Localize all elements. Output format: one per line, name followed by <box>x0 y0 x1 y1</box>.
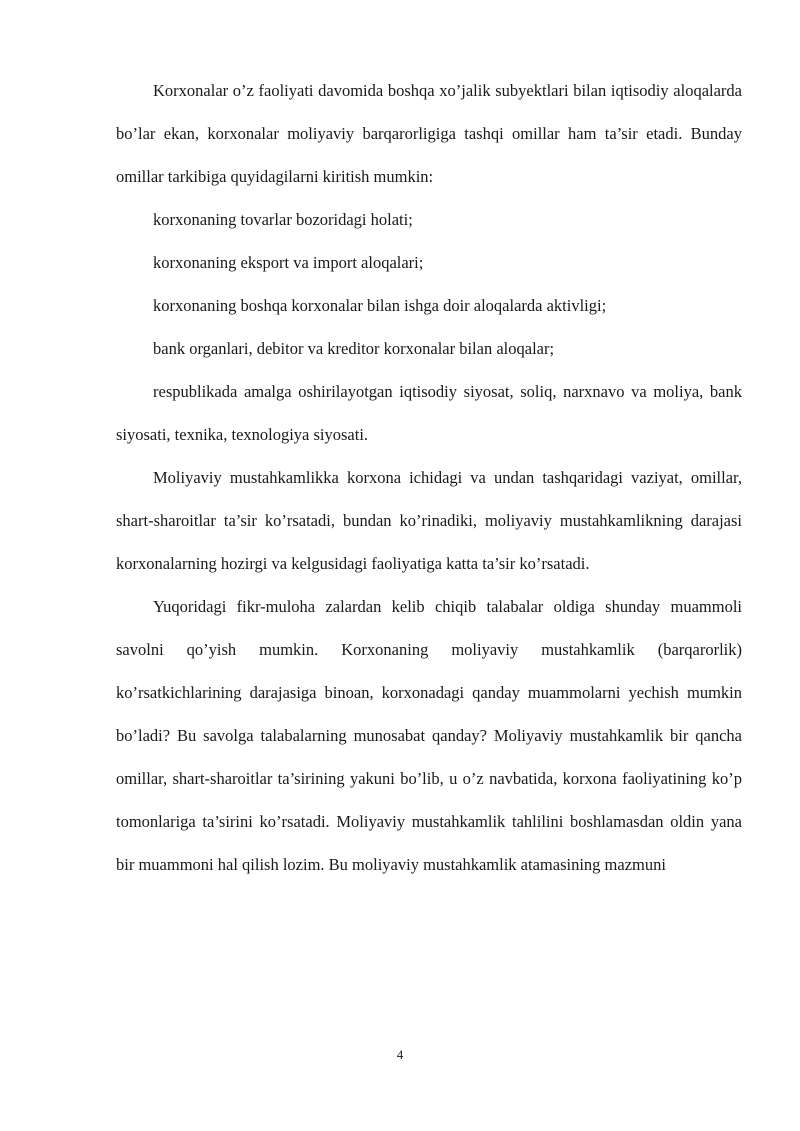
paragraph: Moliyaviy mustahkamlikka korxona ichidagi va undan tashqaridagi vaziyat, omillar, shart-sharoitlar ta’sir ko’rsatadi, bundan ko’rinadiki, moliyaviy mustahkamlikning darajasi korxonalarning hozirgi va kelgusidagi faoliyatiga katta ta’sir ko’rsatadi. <box>116 468 742 573</box>
paragraph: Yuqoridagi fikr-muloha zalardan kelib chiqib talabalar oldiga shunday muammoli savolni qo’yish mumkin. Korxonaning moliyaviy mustahkamlik (barqarorlik) ko’rsatkichlarining darajasiga binoan, korxonadagi qanday muammolarni yechish mumkin bo’ladi? Bu savolga talabalarning munosabat qanday? Moliyaviy mustahkamlik bir qancha omillar, shart-sharoitlar ta’sirining yakuni bo’lib, u o’z navbatida, korxona faoliyatining ko’p tomonlariga ta’sirini ko’rsatadi. Moliyaviy mustahkamlik tahlilini boshlamasdan oldin yana bir muammoni hal qilish lozim. Bu moliyaviy mustahkamlik atamasining mazmuni <box>116 597 742 874</box>
list-item: korxonaning tovarlar bozoridagi holati; <box>153 210 413 229</box>
paragraph: Korxonalar o’z faoliyati davomida boshqa xo’jalik subyektlari bilan iqtisodiy aloqalarda bo’lar ekan, korxonalar moliyaviy barqarorligiga tashqi omillar ham ta’sir etadi. Bunday omillar tarkibiga quyidagilarni kiritish mumkin: <box>116 81 742 186</box>
document-body <box>116 69 742 886</box>
list-item: korxonaning boshqa korxonalar bilan ishga doir aloqalarda aktivligi; <box>153 296 607 315</box>
paragraph: respublikada amalga oshirilayotgan iqtisodiy siyosat, soliq, narxnavo va moliya, bank siyosati, texnika, texnologiya siyosati. <box>116 382 742 444</box>
page-number: 4 <box>396 1047 404 1062</box>
list-item: bank organlari, debitor va kreditor korxonalar bilan aloqalar; <box>153 339 555 358</box>
list-item: korxonaning eksport va import aloqalari; <box>153 253 424 272</box>
